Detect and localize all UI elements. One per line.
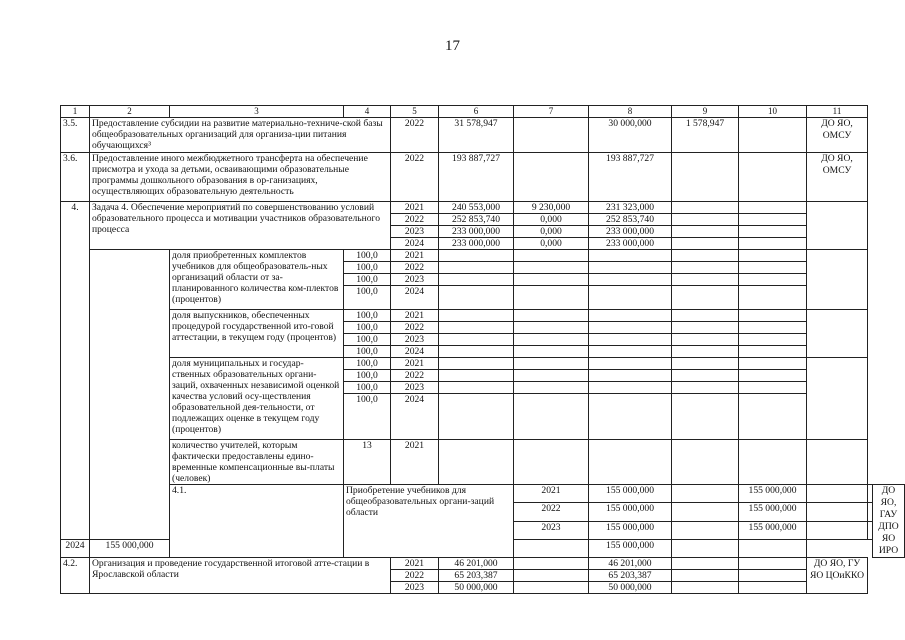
amount-cell	[739, 570, 807, 582]
year-cell: 2023	[391, 226, 439, 238]
table-row	[61, 202, 905, 214]
amount-cell: 0,000	[514, 238, 589, 250]
header-cell: 9	[672, 106, 739, 118]
table-row	[61, 118, 905, 153]
total-cell: 193 887,727	[439, 153, 514, 202]
table-row	[61, 558, 905, 570]
amount-cell	[739, 214, 807, 226]
total-cell: 50 000,000	[439, 582, 514, 594]
empty-cell	[589, 346, 672, 358]
header-cell: 5	[391, 106, 439, 118]
row-number: 4.	[61, 202, 90, 540]
amount-cell	[672, 485, 739, 503]
year-cell: 2022	[391, 322, 439, 334]
amount-cell	[739, 202, 807, 214]
empty-cell	[439, 440, 514, 485]
indicator-value: 100,0	[344, 358, 391, 370]
budget-table	[60, 105, 905, 594]
row-text: Приобретение учебников для общеобразовательных органи-заций области	[344, 485, 514, 558]
amount-cell	[672, 582, 739, 594]
amount-cell	[739, 238, 807, 250]
empty-cell	[672, 274, 739, 286]
amount-cell	[514, 558, 589, 570]
empty-cell	[514, 250, 589, 262]
amount-cell: 155 000,000	[739, 485, 807, 503]
empty-cell	[739, 322, 807, 334]
empty-cell	[589, 394, 672, 440]
indicator-value: 100,0	[344, 370, 391, 382]
empty-cell	[439, 322, 514, 334]
amount-cell	[739, 582, 807, 594]
empty-cell	[514, 262, 589, 274]
page-number: 17	[445, 38, 460, 54]
total-cell: 155 000,000	[589, 485, 672, 503]
header-cell: 1	[61, 106, 90, 118]
amount-cell	[807, 521, 868, 539]
row-number: 3.6.	[61, 153, 90, 202]
amount-cell	[807, 485, 868, 503]
total-cell: 155 000,000	[90, 539, 170, 557]
empty-cell	[439, 382, 514, 394]
empty-cell	[439, 346, 514, 358]
year-cell: 2021	[391, 310, 439, 322]
empty-cell	[514, 334, 589, 346]
empty-cell	[672, 382, 739, 394]
empty-cell	[739, 394, 807, 440]
amount-cell	[672, 226, 739, 238]
empty-cell	[589, 382, 672, 394]
empty-cell	[439, 334, 514, 346]
empty-cell	[672, 370, 739, 382]
amount-cell: 155 000,000	[589, 539, 672, 557]
year-cell: 2021	[391, 250, 439, 262]
table-row	[61, 485, 905, 503]
indicator-value: 100,0	[344, 322, 391, 334]
amount-cell	[807, 503, 868, 521]
header-cell: 4	[344, 106, 391, 118]
empty-cell	[739, 274, 807, 286]
amount-cell	[868, 521, 873, 539]
empty-cell	[589, 358, 672, 370]
executor-cell: ДО ЯО, ОМСУ	[807, 153, 868, 202]
year-cell: 2023	[514, 521, 589, 539]
indicator-text: доля выпускников, обеспеченных процедурой государственной ито-говой аттестации, в текущем году (процентов)	[170, 310, 344, 358]
amount-cell: 9 230,000	[514, 202, 589, 214]
indicator-text: доля муниципальных и государ-ственных образовательных органи-заций, охваченных независимой оценкой качества условий осу-ществления образовательной дея-тельности, от подлежащих оценке в текущем году (процентов)	[170, 358, 344, 440]
amount-cell	[672, 214, 739, 226]
empty-cell	[514, 286, 589, 310]
empty-cell	[439, 286, 514, 310]
executor-cell: ДО ЯО, ГАУ ДПО ЯО ИРО	[873, 485, 905, 558]
total-cell: 65 203,387	[439, 570, 514, 582]
header-cell: 8	[589, 106, 672, 118]
year-cell: 2023	[391, 334, 439, 346]
empty-cell	[739, 382, 807, 394]
amount-cell: 50 000,000	[589, 582, 672, 594]
indicator-value: 100,0	[344, 334, 391, 346]
indicator-text: доля приобретенных комплектов учебников для общеобразователь-ных организаций области от за-планированного количества ком-плектов (процентов)	[170, 250, 344, 310]
empty-cell	[672, 394, 739, 440]
indicator-value: 13	[344, 440, 391, 485]
amount-cell	[739, 118, 807, 153]
amount-cell	[672, 539, 739, 557]
year-cell: 2022	[391, 370, 439, 382]
executor-cell: ДО ЯО, ОМСУ	[807, 118, 868, 153]
row-text: Предоставление субсидии на развитие материально-техниче-ской базы общеобразовательных организаций для организа-ции питания обучающихся³	[90, 118, 391, 153]
header-cell: 11	[807, 106, 868, 118]
empty-cell	[514, 440, 589, 485]
executor-cell	[807, 202, 868, 250]
year-cell: 2022	[391, 153, 439, 202]
empty-cell	[439, 310, 514, 322]
year-cell: 2024	[391, 346, 439, 358]
year-cell: 2022	[514, 503, 589, 521]
amount-cell: 233 000,000	[589, 238, 672, 250]
indicator-value: 100,0	[344, 274, 391, 286]
header-cell: 7	[514, 106, 589, 118]
amount-cell	[672, 570, 739, 582]
empty-cell	[514, 370, 589, 382]
empty-cell	[439, 370, 514, 382]
year-cell: 2024	[391, 238, 439, 250]
indicator-row	[61, 310, 905, 322]
indicator-row	[61, 358, 905, 370]
row-number: 3.5.	[61, 118, 90, 153]
indicator-value: 100,0	[344, 382, 391, 394]
empty-cell	[589, 334, 672, 346]
total-cell: 155 000,000	[589, 503, 672, 521]
empty-cell	[739, 250, 807, 262]
row-number: 4.1.	[170, 485, 344, 558]
empty-cell	[739, 286, 807, 310]
empty-cell	[589, 310, 672, 322]
empty-cell	[739, 358, 807, 370]
total-cell: 252 853,740	[439, 214, 514, 226]
year-cell: 2024	[391, 286, 439, 310]
empty-cell	[672, 310, 739, 322]
empty-cell	[439, 262, 514, 274]
empty-cell	[739, 440, 807, 485]
empty-cell	[739, 310, 807, 322]
empty-cell	[739, 334, 807, 346]
indicator-row	[61, 250, 905, 262]
empty-cell	[672, 346, 739, 358]
row-text: Организация и проведение государственной итоговой атте-стации в Ярославской области	[90, 558, 391, 594]
empty-cell	[439, 394, 514, 440]
year-cell: 2021	[391, 558, 439, 570]
empty-cell	[739, 346, 807, 358]
empty-cell	[739, 370, 807, 382]
amount-cell	[672, 521, 739, 539]
amount-cell	[514, 570, 589, 582]
row-text: Задача 4. Обеспечение мероприятий по совершенствованию условий образовательного процесса и мотивации участников образовательного процесса	[90, 202, 391, 250]
amount-cell	[514, 153, 589, 202]
empty-cell	[439, 358, 514, 370]
year-cell: 2024	[61, 539, 90, 557]
amount-cell: 30 000,000	[589, 118, 672, 153]
indicator-value: 100,0	[344, 250, 391, 262]
header-cell: 6	[439, 106, 514, 118]
empty-cell	[589, 370, 672, 382]
year-cell: 2021	[391, 202, 439, 214]
amount-cell: 0,000	[514, 226, 589, 238]
amount-cell: 0,000	[514, 214, 589, 226]
amount-cell	[739, 226, 807, 238]
amount-cell: 193 887,727	[589, 153, 672, 202]
year-cell: 2021	[391, 440, 439, 485]
indicator-row	[61, 440, 905, 485]
total-cell: 155 000,000	[589, 521, 672, 539]
total-cell: 240 553,000	[439, 202, 514, 214]
year-cell: 2021	[514, 485, 589, 503]
amount-cell	[672, 503, 739, 521]
empty-cell	[589, 322, 672, 334]
indicator-value: 100,0	[344, 346, 391, 358]
amount-cell: 65 203,387	[589, 570, 672, 582]
empty-cell	[589, 440, 672, 485]
row-number: 4.2.	[61, 558, 90, 594]
amount-cell	[739, 153, 807, 202]
empty-cell	[589, 250, 672, 262]
empty-cell	[514, 274, 589, 286]
year-cell: 2021	[391, 358, 439, 370]
empty-cell	[514, 310, 589, 322]
empty-cell	[514, 346, 589, 358]
empty-cell	[589, 286, 672, 310]
amount-cell: 233 000,000	[589, 226, 672, 238]
total-cell: 46 201,000	[439, 558, 514, 570]
amount-cell	[672, 202, 739, 214]
empty-cell	[589, 274, 672, 286]
empty-cell	[672, 262, 739, 274]
amount-cell	[672, 558, 739, 570]
year-cell: 2022	[391, 214, 439, 226]
indicator-value: 100,0	[344, 262, 391, 274]
indicator-value: 100,0	[344, 310, 391, 322]
year-cell: 2022	[391, 570, 439, 582]
empty-cell	[672, 334, 739, 346]
amount-cell: 231 323,000	[589, 202, 672, 214]
header-row	[61, 106, 905, 118]
executor-cell	[807, 440, 868, 485]
total-cell: 31 578,947	[439, 118, 514, 153]
year-cell: 2022	[391, 118, 439, 153]
executor-cell	[807, 250, 868, 310]
amount-cell: 46 201,000	[589, 558, 672, 570]
empty-cell	[439, 274, 514, 286]
empty-cell	[672, 440, 739, 485]
amount-cell	[514, 582, 589, 594]
empty-cell	[439, 250, 514, 262]
year-cell: 2022	[391, 262, 439, 274]
header-cell: 10	[739, 106, 807, 118]
empty-cell	[514, 358, 589, 370]
amount-cell: 155 000,000	[739, 503, 807, 521]
empty-cell	[739, 262, 807, 274]
amount-cell: 1 578,947	[672, 118, 739, 153]
year-cell: 2023	[391, 382, 439, 394]
indicator-value: 100,0	[344, 394, 391, 440]
amount-cell	[514, 539, 589, 557]
empty-cell	[514, 322, 589, 334]
empty-cell	[672, 286, 739, 310]
indicator-value: 100,0	[344, 286, 391, 310]
year-cell: 2023	[391, 582, 439, 594]
empty-cell	[514, 394, 589, 440]
amount-cell	[672, 153, 739, 202]
empty-cell	[589, 262, 672, 274]
total-cell: 233 000,000	[439, 226, 514, 238]
empty-cell	[514, 382, 589, 394]
amount-cell: 252 853,740	[589, 214, 672, 226]
table-row	[61, 153, 905, 202]
indicator-blank	[90, 250, 170, 540]
executor-cell	[807, 310, 868, 358]
amount-cell	[739, 539, 807, 557]
executor-cell	[807, 358, 868, 440]
empty-cell	[672, 322, 739, 334]
empty-cell	[672, 250, 739, 262]
executor-cell: ДО ЯО, ГУ ЯО ЦОиККО	[807, 558, 868, 594]
year-cell: 2023	[391, 274, 439, 286]
header-cell: 2	[90, 106, 170, 118]
amount-cell	[739, 558, 807, 570]
row-text: Предоставление иного межбюджетного трансферта на обеспечение присмотра и ухода за детьми, осваивающими образовательные программы дошкольного образования в ор-ганизациях, осуществляющих образовательную деятельность	[90, 153, 391, 202]
indicator-text: количество учителей, которым фактически предоставлены едино-временные компенсационные вы-платы (человек)	[170, 440, 344, 485]
header-cell: 3	[170, 106, 344, 118]
total-cell: 233 000,000	[439, 238, 514, 250]
empty-cell	[672, 358, 739, 370]
amount-cell	[868, 503, 873, 521]
amount-cell	[672, 238, 739, 250]
amount-cell	[514, 118, 589, 153]
amount-cell: 155 000,000	[739, 521, 807, 539]
year-cell: 2024	[391, 394, 439, 440]
